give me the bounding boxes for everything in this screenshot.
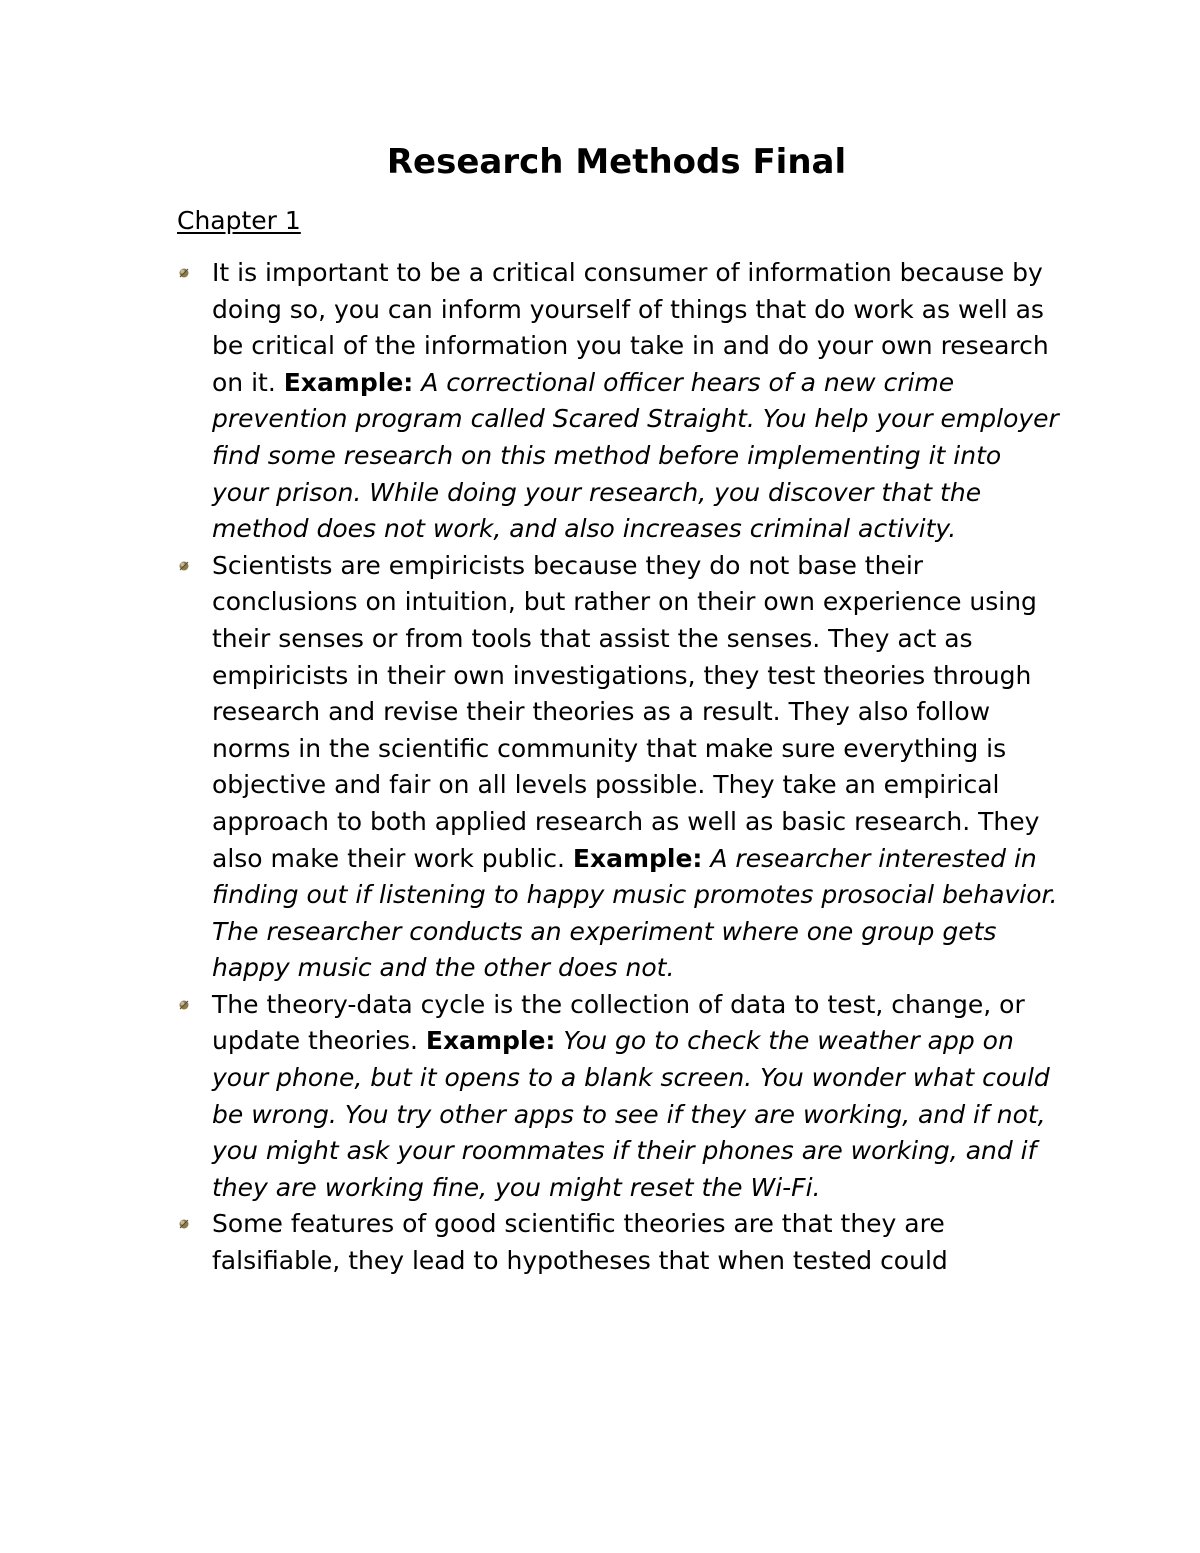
example-text: A researcher interested in finding out if listening to happy music promotes prosocial behavior. The researcher conducts an experiment where one group gets happy music and the other does not. xyxy=(212,843,1058,983)
item-text: Some features of good scientific theories are that they are falsifiable, they lead to hypotheses that when tested could xyxy=(212,1209,948,1276)
ornamental-bullet-icon xyxy=(178,560,190,572)
document-title: Research Methods Final xyxy=(386,142,847,182)
ornamental-bullet-icon xyxy=(178,267,190,279)
ornamental-bullet-icon xyxy=(178,999,190,1011)
list-item xyxy=(212,987,1062,1207)
example-text: You go to check the weather app on your phone, but it opens to a blank screen. You wonder what could be wrong. You try other apps to see if they are working, and if not, you might ask your roommates if their phones are working, and if they are working fine, you might reset the Wi-Fi. xyxy=(212,1026,1050,1202)
item-text: It is important to be a critical consumer of information because by doing so, you can inform yourself of things that do work as well as be critical of the information you take in and do your own research on it. xyxy=(212,258,1049,397)
example-label: Example: xyxy=(425,1026,556,1056)
list-item xyxy=(212,1206,1062,1279)
example-label: Example: xyxy=(283,367,414,397)
item-text: Scientists are empiricists because they do not base their conclusions on intuition, but rather on their own experience using their senses or from tools that assist the senses. They act as empiricists in their own investigations, they test theories through research and revise their theories as a result. They also follow norms in the scientific community that make sure everything is objective and fair on all levels possible. They take an empirical approach to both applied research as well as basic research. They also make their work public. xyxy=(212,550,1040,873)
bullet-list xyxy=(212,255,1062,1280)
item-text: The theory-data cycle is the collection of data to test, change, or update theories. xyxy=(212,989,1025,1056)
example-label: Example: xyxy=(572,843,703,873)
list-item xyxy=(212,548,1062,987)
chapter-heading: Chapter 1 xyxy=(177,206,301,235)
example-text: A correctional officer hears of a new crime prevention program called Scared Straight. You help your employer find some research on this method before implementing it into your prison. While doing your research, you discover that the method does not work, and also increases criminal activity. xyxy=(212,367,1059,544)
ornamental-bullet-icon xyxy=(178,1218,190,1230)
list-item xyxy=(212,255,1062,548)
